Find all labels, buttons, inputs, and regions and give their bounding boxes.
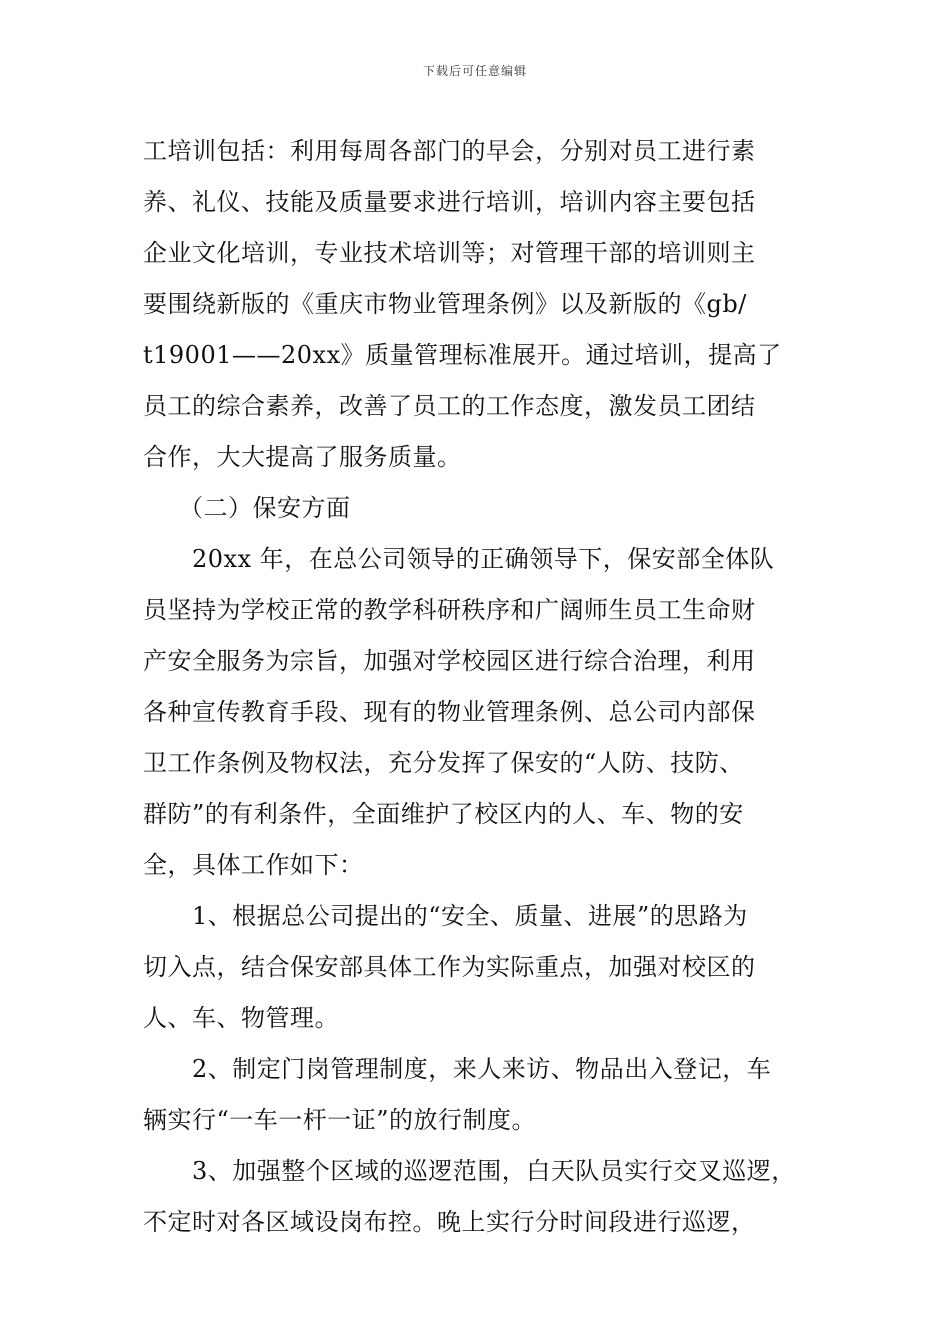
paragraph-line: 2、制定门岗管理制度，来人来访、物品出入登记，车: [192, 1055, 772, 1083]
paragraph-line: 企业文化培训，专业技术培训等；对管理干部的培训则主: [143, 239, 756, 267]
paragraph-line: 卫工作条例及物权法，充分发挥了保安的“人防、技防、: [143, 749, 744, 777]
paragraph-line: 产安全服务为宗旨，加强对学校园区进行综合治理，利用: [143, 647, 756, 675]
paragraph-line: 合作，大大提高了服务质量。: [143, 443, 462, 471]
paragraph-line: 工培训包括：利用每周各部门的早会，分别对员工进行素: [143, 137, 756, 165]
paragraph-line: 全，具体工作如下：: [143, 851, 364, 879]
document-body: [143, 126, 833, 1248]
page-header: 下载后可任意编辑: [422, 64, 527, 78]
paragraph-line: 不定时对各区域设岗布控。晚上实行分时间段进行巡逻，: [143, 1208, 756, 1236]
section-heading: （二）保安方面: [179, 494, 351, 522]
paragraph-line: 群防”的有利条件，全面维护了校区内的人、车、物的安: [143, 800, 744, 828]
paragraph-line: 3、加强整个区域的巡逻范围，白天队员实行交叉巡逻，: [192, 1157, 796, 1185]
paragraph-line: 辆实行“一车一杆一证”的放行制度。: [143, 1106, 537, 1134]
paragraph-line: 切入点，结合保安部具体工作为实际重点，加强对校区的: [143, 953, 756, 981]
paragraph-line: 1、根据总公司提出的“安全、质量、进展”的思路为: [192, 902, 748, 930]
paragraph-line: 员工的综合素养，改善了员工的工作态度，激发员工团结: [143, 392, 756, 420]
paragraph-line: 要围绕新版的《重庆市物业管理条例》以及新版的《gb/: [143, 290, 747, 318]
paragraph-line: 养、礼仪、技能及质量要求进行培训，培训内容主要包括: [143, 188, 756, 216]
paragraph-line: 20xx 年，在总公司领导的正确领导下，保安部全体队: [192, 545, 775, 573]
paragraph-line: 各种宣传教育手段、现有的物业管理条例、总公司内部保: [143, 698, 756, 726]
paragraph-line: 员坚持为学校正常的教学科研秩序和广阔师生员工生命财: [143, 596, 756, 624]
paragraph-line: t19001——20xx》质量管理标准展开。通过培训，提高了: [143, 341, 782, 369]
paragraph-line: 人、车、物管理。: [143, 1004, 339, 1032]
